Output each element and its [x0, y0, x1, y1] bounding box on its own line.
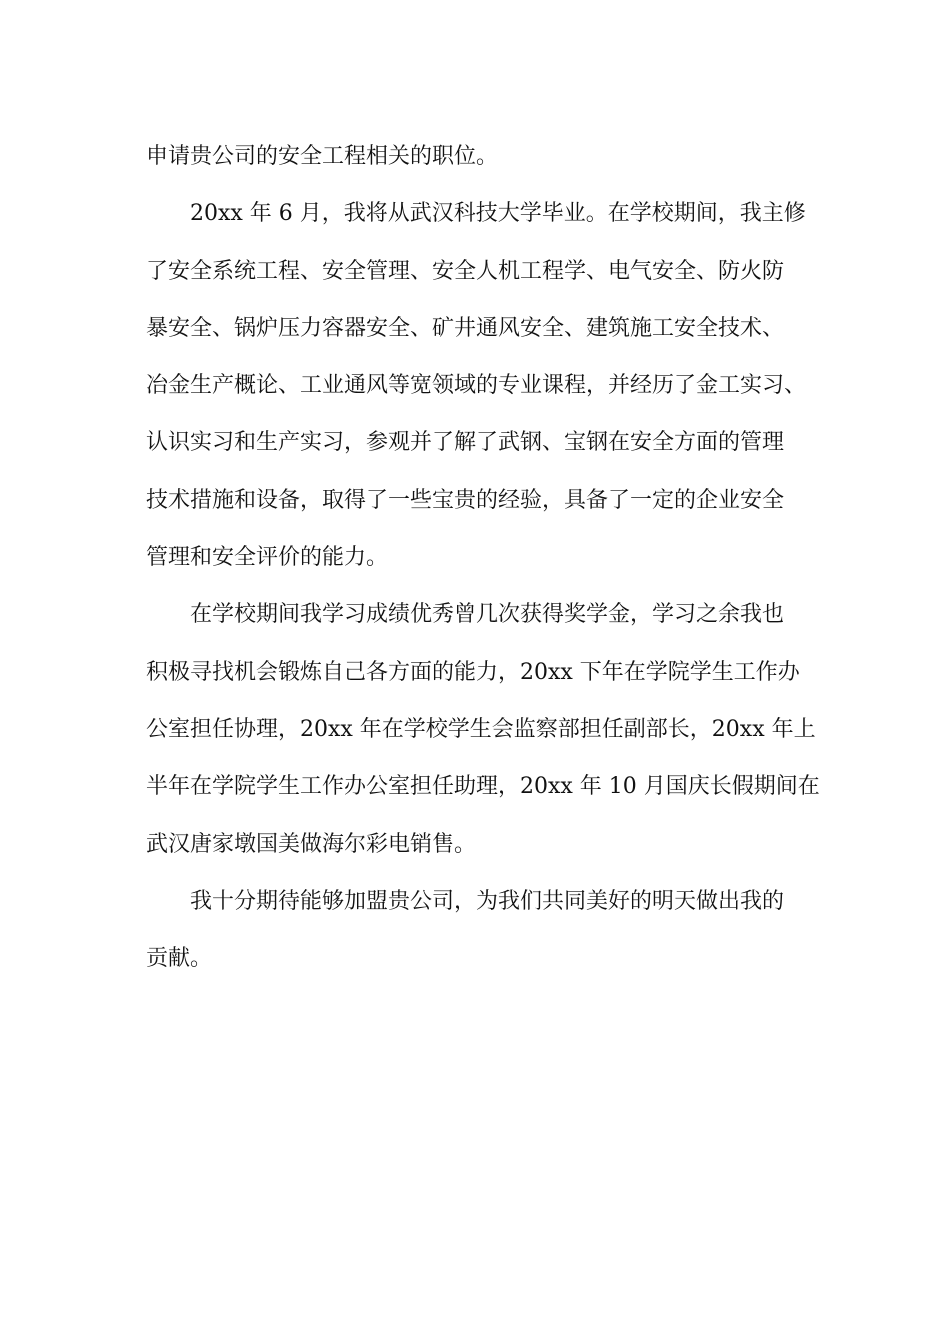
text-line: 认识实习和生产实习，参观并了解了武钢、宝钢在安全方面的管理 — [146, 430, 785, 456]
text-line: 武汉唐家墩国美做海尔彩电销售。 — [146, 831, 477, 857]
text-line: 在学校期间我学习成绩优秀曾几次获得奖学金，学习之余我也 — [190, 602, 785, 628]
text-line: 贡献。 — [146, 946, 213, 972]
text-line: 积极寻找机会锻炼自己各方面的能力，20xx 下年在学院学生工作办 — [146, 659, 800, 685]
text-line: 了安全系统工程、安全管理、安全人机工程学、电气安全、防火防 — [146, 258, 785, 284]
text-line: 技术措施和设备，取得了一些宝贵的经验，具备了一定的企业安全 — [146, 487, 785, 513]
text-line: 申请贵公司的安全工程相关的职位。 — [146, 144, 499, 169]
text-line: 我十分期待能够加盟贵公司，为我们共同美好的明天做出我的 — [190, 888, 785, 914]
text-line: 冶金生产概论、工业通风等宽领域的专业课程，并经历了金工实习、 — [146, 373, 807, 399]
text-line: 半年在学院学生工作办公室担任助理，20xx 年 10 月国庆长假期间在 — [146, 774, 820, 800]
text-line: 暴安全、锅炉压力容器安全、矿井通风安全、建筑施工安全技术、 — [146, 315, 785, 341]
text-line: 公室担任协理，20xx 年在学校学生会监察部担任副部长，20xx 年上 — [146, 716, 816, 742]
text-line: 20xx 年 6 月，我将从武汉科技大学毕业。在学校期间，我主修 — [190, 201, 806, 227]
text-line: 管理和安全评价的能力。 — [146, 545, 389, 571]
letter-body — [146, 128, 818, 987]
